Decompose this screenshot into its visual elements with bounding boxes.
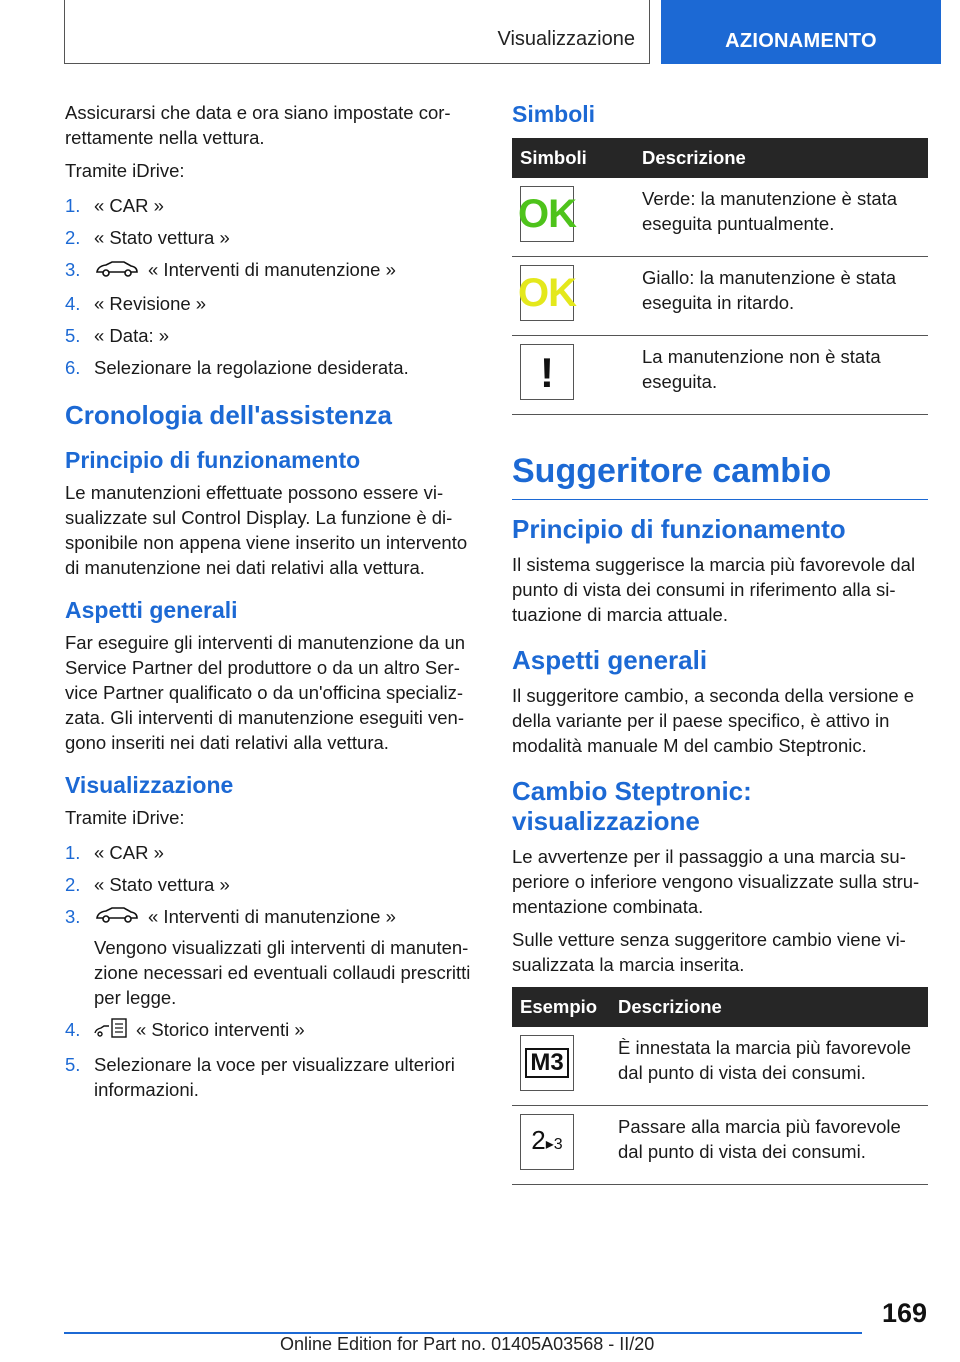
gear-example-table bbox=[512, 987, 928, 1185]
list-item: 4. « Storico interventi » bbox=[65, 1017, 480, 1045]
display-intro: Tramite iDrive: bbox=[65, 806, 185, 828]
list-item: 3. « Interventi di manutenzione » Vengono visualizzati gli interventi di manuten-zione necessari ed eventuali collaudi prescritti per legge. bbox=[65, 904, 480, 1011]
gear-m3-icon: M3 bbox=[520, 1035, 574, 1091]
table-header-row bbox=[512, 987, 928, 1027]
service-history-icon bbox=[94, 1017, 128, 1045]
table-cell: La manutenzione non è stata eseguita. bbox=[634, 336, 928, 415]
list-item: 2. « Stato vettura » bbox=[65, 873, 230, 895]
ok-green-icon: OK bbox=[520, 186, 574, 242]
table-row bbox=[512, 1106, 928, 1185]
list-item: 2. « Stato vettura » bbox=[65, 227, 230, 248]
table-cell: Passare alla marcia più favorevole dal punto di vista dei consumi. bbox=[610, 1106, 928, 1185]
subheading-principle: Principio di funzionamento bbox=[512, 514, 846, 544]
steps-list-date bbox=[65, 193, 480, 380]
table-cell: Verde: la manutenzione è stata eseguita puntualmente. bbox=[634, 178, 928, 257]
step-note: Vengono visualizzati gli interventi di manuten-zione necessari ed eventuali collaudi prescritti per legge. bbox=[94, 937, 471, 1009]
idrive-intro: Tramite iDrive: bbox=[65, 160, 185, 181]
steps-list-history bbox=[65, 840, 480, 1103]
left-column bbox=[65, 100, 480, 1116]
table-row bbox=[512, 1027, 928, 1106]
shift-2-to-3-icon: 2▸3 bbox=[520, 1114, 574, 1170]
general-text: Far eseguire gli interventi di manutenzione da un Service Partner del produttore o da un altro Ser-vice Partner qualificato o da un'officina specializ-zata. Gli interventi di manutenzione eseguiti ven-gono inseriti nei dati relativi alla vettura. bbox=[65, 631, 466, 753]
table-cell: È innestata la marcia più favorevole dal punto di vista dei consumi. bbox=[610, 1027, 928, 1106]
principle-text: Le manutenzioni effettuate possono essere vi-sualizzate sul Control Display. La funzione è di-sponibile non appena viene inserito un intervento di manutenzione nei dati relativi alla vettura. bbox=[65, 481, 468, 578]
page-number: 169 bbox=[881, 1298, 927, 1328]
header-section-title: Visualizzazione bbox=[497, 28, 635, 50]
list-item: 4. « Revisione » bbox=[65, 292, 207, 314]
table-header-cell: Simboli bbox=[512, 138, 634, 178]
table-row bbox=[512, 336, 928, 415]
subheading-principle: Principio di funzionamento bbox=[65, 446, 361, 473]
header-chapter-tab: AZIONAMENTO bbox=[661, 0, 941, 64]
list-item: 1. « CAR » bbox=[65, 841, 164, 863]
car-service-icon bbox=[94, 259, 140, 284]
list-item: 5. Selezionare la voce per visualizzare ulteriori informazioni. bbox=[65, 1054, 455, 1101]
section-heading-symbols: Simboli bbox=[512, 101, 596, 127]
list-item: 3. « Interventi di manutenzione » bbox=[65, 257, 480, 284]
table-header-cell: Descrizione bbox=[634, 138, 928, 178]
header-section-box bbox=[64, 0, 650, 64]
list-item: 5. « Data: » bbox=[65, 324, 170, 346]
table-row bbox=[512, 257, 928, 336]
list-item: 1. « CAR » bbox=[65, 195, 164, 216]
steptronic-text-1: Le avvertenze per il passaggio a una marcia su-periore o inferiore vengono visualizzate sulla stru-mentazione combinata. bbox=[512, 846, 920, 917]
section-heading-gear: Suggeritore cambio bbox=[512, 451, 928, 500]
table-header-row bbox=[512, 138, 928, 178]
intro-text: Assicurarsi che data e ora siano impostate cor-rettamente nella vettura. bbox=[65, 102, 451, 148]
table-row bbox=[512, 178, 928, 257]
table-header-cell: Descrizione bbox=[610, 987, 928, 1027]
principle-text: Il sistema suggerisce la marcia più favorevole dal punto di vista dei consumi in riferimento alla si-tuazione di marcia attuale. bbox=[512, 554, 916, 625]
table-header-cell: Esempio bbox=[512, 987, 610, 1027]
section-heading-history: Cronologia dell'assistenza bbox=[65, 399, 392, 430]
general-text: Il suggeritore cambio, a seconda della versione e della variante per il paese specifico, è attivo in modalità manuale M del cambio Steptronic. bbox=[512, 685, 915, 756]
table-cell: Giallo: la manutenzione è stata eseguita in ritardo. bbox=[634, 257, 928, 336]
subheading-steptronic: Cambio Steptronic: visualizzazione bbox=[512, 776, 752, 836]
exclamation-icon: ! bbox=[520, 344, 574, 400]
car-service-icon bbox=[94, 905, 140, 930]
subheading-display: Visualizzazione bbox=[65, 771, 234, 798]
subheading-general: Aspetti generali bbox=[65, 596, 238, 623]
ok-yellow-icon: OK bbox=[520, 265, 574, 321]
footer-edition: Online Edition for Part no. 01405A03568 - II/20 bbox=[280, 1334, 655, 1354]
subheading-general: Aspetti generali bbox=[512, 645, 708, 675]
steptronic-text-2: Sulle vetture senza suggeritore cambio viene vi-sualizzata la marcia inserita. bbox=[512, 929, 906, 975]
list-item: 6. Selezionare la regolazione desiderata. bbox=[65, 356, 409, 378]
symbols-table bbox=[512, 138, 928, 415]
right-column bbox=[512, 100, 928, 1199]
